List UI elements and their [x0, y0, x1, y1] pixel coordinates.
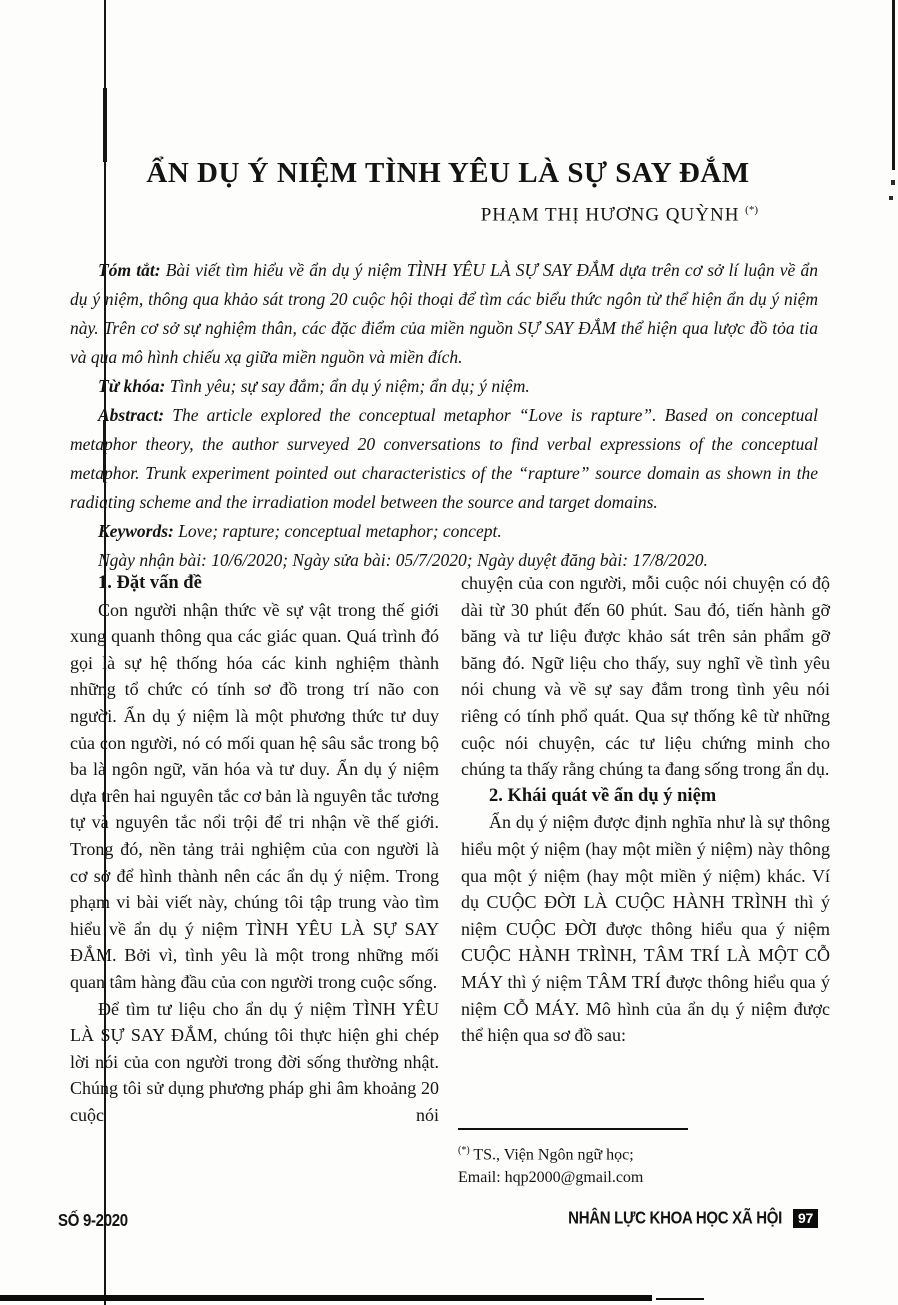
scan-bottom-bar	[0, 1295, 652, 1301]
keywords-vi-label: Từ khóa:	[98, 376, 166, 396]
article-body	[70, 570, 830, 1128]
keywords-en-text: Love; rapture; conceptual metaphor; concept.	[173, 521, 502, 541]
footnote-line-2: Email: hqp2000@gmail.com	[458, 1169, 644, 1187]
footer-issue: SỐ 9-2020	[58, 1211, 128, 1231]
footnote-affiliation: TS., Viện Ngôn ngữ học;	[469, 1146, 634, 1164]
right-column	[461, 570, 830, 1128]
abstract-vi-text: Bài viết tìm hiểu về ẩn dụ ý niệm TÌNH YÊU LÀ SỰ SAY ĐẮM dựa trên cơ sở lí luận về ẩn dụ ý niệm, thông qua khảo sát trong 20 cuộc hội thoại để tìm các biểu thức ngôn từ thể hiện ẩn dụ ý niệm này. Trên cơ sở sự nghiệm thân, các đặc điểm của miền nguồn SỰ SAY ĐẮM thể hiện qua lược đồ tỏa tia và qua mô hình chiếu xạ giữa miền nguồn và miền đích.	[70, 260, 818, 367]
abstract-vi-label: Tóm tắt:	[98, 260, 161, 280]
section-2-heading: 2. Khái quát về ẩn dụ ý niệm	[489, 785, 717, 806]
abstract-en-label: Abstract:	[98, 405, 165, 425]
scan-speck	[889, 196, 893, 200]
section-1-heading: 1. Đặt vấn đề	[98, 573, 202, 593]
paper-title: ẨN DỤ Ý NIỆM TÌNH YÊU LÀ SỰ SAY ĐẮM	[146, 157, 750, 190]
front-matter	[70, 256, 818, 575]
abstract-vi	[70, 256, 818, 372]
author-footnote	[458, 1128, 830, 1189]
left-column	[70, 570, 439, 1128]
left-paragraph-1: Con người nhận thức về sự vật trong thế giới xung quanh thông qua các giác quan. Quá trình đó gọi là sự hệ thống hóa các kinh nghiệm thành những tổ chức có tính sơ đồ trong trí não con người. Ẩn dụ ý niệm là một phương thức tư duy của con người, nó có mối quan hệ sâu sắc trong bộ ba là ngôn ngữ, văn hóa và tư duy. Ẩn dụ ý niệm dựa trên hai nguyên tắc cơ bản là nguyên tắc tương tự và nguyên tắc nổi trội để tri nhận về thế giới. Trong đó, nền tảng trải nghiệm của con người là cơ sở để hình thành nên các ẩn dụ ý niệm. Trong phạm vi bài viết này, chúng tôi tập trung vào tìm hiểu về ẩn dụ ý niệm TÌNH YÊU LÀ SỰ SAY ĐẮM. Bởi vì, tình yêu là một trong những mối quan tâm hàng đầu của con người trong cuộc sống.	[70, 599, 439, 992]
keywords-en	[70, 517, 818, 546]
keywords-vi-text: Tình yêu; sự say đắm; ẩn dụ ý niệm; ẩn dụ; ý niệm.	[165, 376, 530, 396]
footer-journal-name: NHÂN LỰC KHOA HỌC XÃ HỘI	[568, 1208, 783, 1229]
footer-right	[568, 1209, 818, 1228]
footnote-marker: (*)	[458, 1145, 470, 1156]
footnote-separator-rule	[458, 1128, 688, 1130]
author-name: PHẠM THỊ HƯƠNG QUỲNH	[480, 204, 740, 226]
scan-speck	[891, 180, 895, 185]
left-paragraph-2: Để tìm tư liệu cho ẩn dụ ý niệm TÌNH YÊU LÀ SỰ SAY ĐẮM, chúng tôi thực hiện ghi chép lời nói của con người trong đời sống thường nhật. Chúng tôi sử dụng phương pháp ghi âm khoảng 20 cuộc nói	[70, 998, 439, 1125]
scan-edge-line-right	[892, 0, 895, 170]
page-number-badge: 97	[793, 1209, 818, 1228]
paper-author	[0, 204, 758, 226]
right-paragraph-1: chuyện của con người, mỗi cuộc nói chuyện có độ dài từ 30 phút đến 60 phút. Sau đó, tiến hành gỡ băng và tư liệu được khảo sát trên sản phẩm gỡ băng đó. Ngữ liệu cho thấy, suy nghĩ về tình yêu nói chung và về sự say đắm trong tình yêu nói riêng có tính phổ quát. Qua sự thống kê từ những cuộc nói chuyện, các tư liệu chứng minh cho chúng ta thấy rằng chúng ta đang sống trong ẩn dụ.	[461, 573, 830, 780]
scan-fold-line-left-blob	[103, 88, 107, 162]
abstract-en	[70, 401, 818, 517]
submission-dates: Ngày nhận bài: 10/6/2020; Ngày sửa bài: 05/7/2020; Ngày duyệt đăng bài: 17/8/2020.	[98, 550, 708, 570]
footnote-line-1	[458, 1139, 830, 1166]
author-footnote-marker: (*)	[745, 204, 758, 216]
keywords-en-label: Keywords:	[98, 521, 174, 541]
keywords-vi	[70, 372, 818, 401]
right-paragraph-2: Ẩn dụ ý niệm được định nghĩa như là sự thông hiểu một ý niệm (hay một miền ý niệm) này thông qua một ý niệm (hay một miền ý niệm) khác. Ví dụ CUỘC ĐỜI LÀ CUỘC HÀNH TRÌNH thì ý niệm CUỘC ĐỜI được thông hiểu qua ý niệm CUỘC HÀNH TRÌNH, TÂM TRÍ LÀ MỘT CỖ MÁY thì ý niệm TÂM TRÍ được thông hiểu qua ý niệm CỖ MÁY. Mô hình của ẩn dụ ý niệm được thể hiện qua sơ đồ sau:	[461, 812, 830, 1046]
scan-bottom-bar-dash	[656, 1298, 704, 1300]
abstract-en-text: The article explored the conceptual metaphor “Love is rapture”. Based on conceptual metaphor theory, the author surveyed 20 conversations to find verbal expressions of the conceptual metaphor. Trunk experiment pointed out characteristics of the “rapture” source domain as shown in the radiating scheme and the irradiation model between the source and target domains.	[70, 405, 818, 512]
